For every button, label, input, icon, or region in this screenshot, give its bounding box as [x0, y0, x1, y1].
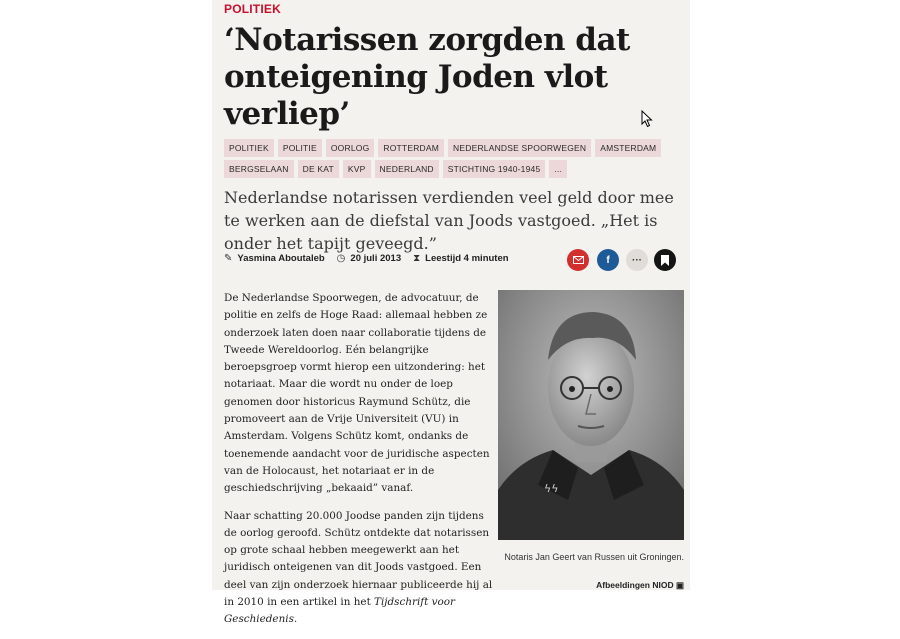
read-time: Leestijd 4 minuten — [425, 253, 509, 264]
publish-date: 20 juli 2013 — [350, 253, 402, 264]
share-mail-button[interactable] — [567, 249, 589, 271]
tag-stichting-1940-1945[interactable]: STICHTING 1940-1945 — [443, 160, 546, 178]
tag-nederland[interactable]: NEDERLAND — [375, 160, 439, 178]
tag-de-kat[interactable]: DE KAT — [298, 160, 339, 178]
facebook-icon: f — [606, 254, 610, 266]
mail-icon — [573, 256, 584, 264]
article-page — [212, 0, 690, 626]
more-icon: ··· — [632, 254, 642, 266]
portrait-photo — [498, 290, 684, 540]
body-paragraph: De Nederlandse Spoorwegen, de advocatuur, de politie en zelfs de Hoge Raad: allemaal hebben ze onderzoek laten doen naar collaboratie tijdens de Tweede Wereldoorlog. Eén belangrijke beroepsgroep vormt hierop een uitzondering: het notariaat. Maar die wordt nu onder de loep genomen door historicus Raymund Schütz, die promoveert aan de Vrije Universiteit (VU) in Amsterdam. Volgens Schütz komt, ondanks de toenemende aandacht voor de juridische aspecten van de Holocaust, het notariaat er in de geschiedschrijving „bekaaid” vanaf. — [224, 292, 490, 495]
article-headline: ‘Notarissen zorgden dat onteigening Joden vlot verliep’ — [224, 22, 630, 132]
bookmark-icon — [661, 255, 669, 266]
camera-icon: ▣ — [675, 580, 684, 590]
article-body — [224, 290, 496, 639]
article-photo[interactable] — [498, 290, 684, 540]
share-facebook-button[interactable] — [597, 249, 619, 271]
tag-more[interactable]: ... — [549, 160, 567, 178]
article-lead: Nederlandse notarissen verdienden veel geld door mee te werken aan de diefstal van Joods vastgoed. „Het is onder het tapijt geveegd.” — [224, 188, 674, 253]
bookmark-button[interactable] — [654, 249, 676, 271]
body-paragraph: Naar schatting 20.000 Joodse panden zijn tijdens de oorlog geroofd. Schütz ontdekte dat notarissen op grote schaal hebben meegewerkt aan het juridisch onteigenen van dit Joods vastgoed. Een deel van zijn onderzoek hiernaar publiceerde hij al in 2010 in een artikel in het Tijdschrift voor Geschiedenis. — [224, 509, 493, 626]
tag-nederlandse-spoorwegen[interactable]: NEDERLANDSE SPOORWEGEN — [448, 139, 591, 157]
journal-title: Tijdschrift voor Geschiedenis — [224, 596, 455, 626]
svg-text:ϟϟ: ϟϟ — [544, 482, 559, 495]
tag-rotterdam[interactable]: ROTTERDAM — [378, 139, 444, 157]
tag-bergselaan[interactable]: BERGSELAAN — [224, 160, 294, 178]
photo-credit: Afbeeldingen NIOD ▣ — [596, 580, 684, 590]
tag-politiek[interactable]: POLITIEK — [224, 139, 274, 157]
clock-icon: ◷ — [336, 253, 346, 264]
share-more-button[interactable] — [626, 249, 648, 271]
tag-kvp[interactable]: KVP — [343, 160, 371, 178]
tag-oorlog[interactable]: OORLOG — [326, 139, 375, 157]
pen-icon: ✎ — [224, 253, 233, 264]
article-meta — [224, 253, 509, 264]
mouse-cursor-icon — [641, 110, 653, 128]
hourglass-icon: ⧗ — [413, 253, 421, 264]
tag-list — [224, 139, 684, 178]
tag-politie[interactable]: POLITIE — [278, 139, 322, 157]
section-label[interactable]: POLITIEK — [224, 2, 281, 16]
photo-caption: Notaris Jan Geert van Russen uit Groningen. — [504, 552, 684, 562]
tag-amsterdam[interactable]: AMSTERDAM — [595, 139, 661, 157]
author-name[interactable]: Yasmina Aboutaleb — [237, 253, 325, 264]
